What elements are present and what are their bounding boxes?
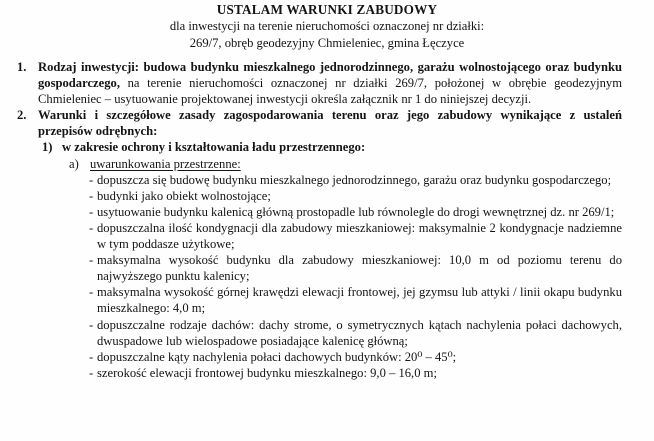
list-item-text: usytuowanie budynku kalenicą główną prostopadle lub równolegle do drogi wewnętrznej dz. nr 269/1;	[97, 204, 615, 219]
list-item-text: maksymalna wysokość budynku dla zabudowy mieszkaniowej: 10,0 m od poziomu terenu do najwyższego punktu kalenicy;	[97, 253, 622, 284]
document-subtitle-line2: 269/7, obręb geodezyjny Chmieleniec, gmina Łęczyce	[189, 36, 465, 50]
list-item	[14, 204, 622, 220]
document-subtitle-line1: dla inwestycji na terenie nieruchomości oznaczonej nr działki:	[169, 19, 485, 33]
subsubsection-marker: a)	[69, 156, 79, 171]
list-item	[14, 284, 622, 316]
subsubsection-item-a	[14, 156, 622, 172]
list-item	[14, 349, 622, 365]
list-item-text: dopuszczalne kąty nachylenia połaci dachowych budynków: 20⁰ – 45⁰;	[97, 349, 457, 364]
list-item-text: dopuszczalne rodzaje dachów: dachy strome, o symetrycznych kątach nachylenia połaci dachowych, dwuspadowe lub wielospadowe posiadające kalenicę główną;	[97, 317, 622, 348]
list-item	[14, 220, 622, 252]
subsubsection-label: uwarunkowania przestrzenne:	[90, 156, 241, 171]
list-item	[14, 188, 622, 204]
list-item-text: dopuszczalna ilość kondygnacji dla zabudowy mieszkaniowej: maksymalnie 2 kondygnacje nadziemne w tym poddasze użytkowe;	[97, 220, 622, 252]
list-item	[14, 172, 622, 188]
section-marker-2: 2.	[17, 108, 27, 123]
section-item-2	[14, 107, 622, 139]
bullet-dash-icon: -	[89, 172, 94, 187]
subsection-label: w zakresie ochrony i kształtowania ładu przestrzennego:	[62, 140, 366, 155]
bullet-list	[14, 172, 622, 381]
document-title: USTALAM WARUNKI ZABUDOWY	[216, 2, 438, 17]
bullet-dash-icon: -	[89, 365, 94, 380]
list-item-text: szerokość elewacji frontowej budynku mieszkalnego: 9,0 – 16,0 m;	[97, 365, 437, 380]
list-item-text: maksymalna wysokość górnej krawędzi elewacji frontowej, jej gzymsu lub attyki / linii okapu budynku mieszkalnego: 4,0 m;	[97, 285, 622, 316]
subsection-marker: 1)	[42, 140, 53, 155]
document-header	[0, 0, 654, 52]
list-item-text: budynki jako obiekt wolnostojące;	[97, 188, 271, 203]
bullet-dash-icon: -	[89, 253, 94, 268]
bullet-dash-icon: -	[89, 285, 94, 300]
document-body	[0, 59, 654, 381]
list-item	[14, 317, 622, 349]
list-item	[14, 252, 622, 284]
section-rest-text-1: na terenie nieruchomości oznaczonej nr działki 269/7, położonej w obrębie geodezyjnym Chmieleniec – usytuowanie projektowanej inwestycji określa załącznik nr 1 do niniejszej decyzji.	[38, 76, 622, 107]
bullet-dash-icon: -	[89, 220, 94, 235]
list-item-text: dopuszcza się budowę budynku mieszkalnego jednorodzinnego, garażu oraz budynku gospodarczego;	[97, 172, 612, 187]
bullet-dash-icon: -	[89, 204, 94, 219]
bullet-dash-icon: -	[89, 188, 94, 203]
section-marker-1: 1.	[17, 60, 27, 74]
section-bold-text-1: Rodzaj inwestycji: budowa budynku mieszkalnego jednorodzinnego, garażu wolnostojącego oraz budynku gospodarczego,	[38, 60, 622, 91]
bullet-dash-icon: -	[89, 317, 94, 332]
section-item-1	[14, 59, 622, 107]
list-item	[14, 365, 622, 381]
section-bold-text-2: Warunki i szczegółowe zasady zagospodarowania terenu oraz jego zabudowy wynikające z ustaleń przepisów odrębnych:	[38, 108, 622, 139]
subsection-item-1	[14, 139, 622, 155]
bullet-dash-icon: -	[89, 349, 94, 364]
